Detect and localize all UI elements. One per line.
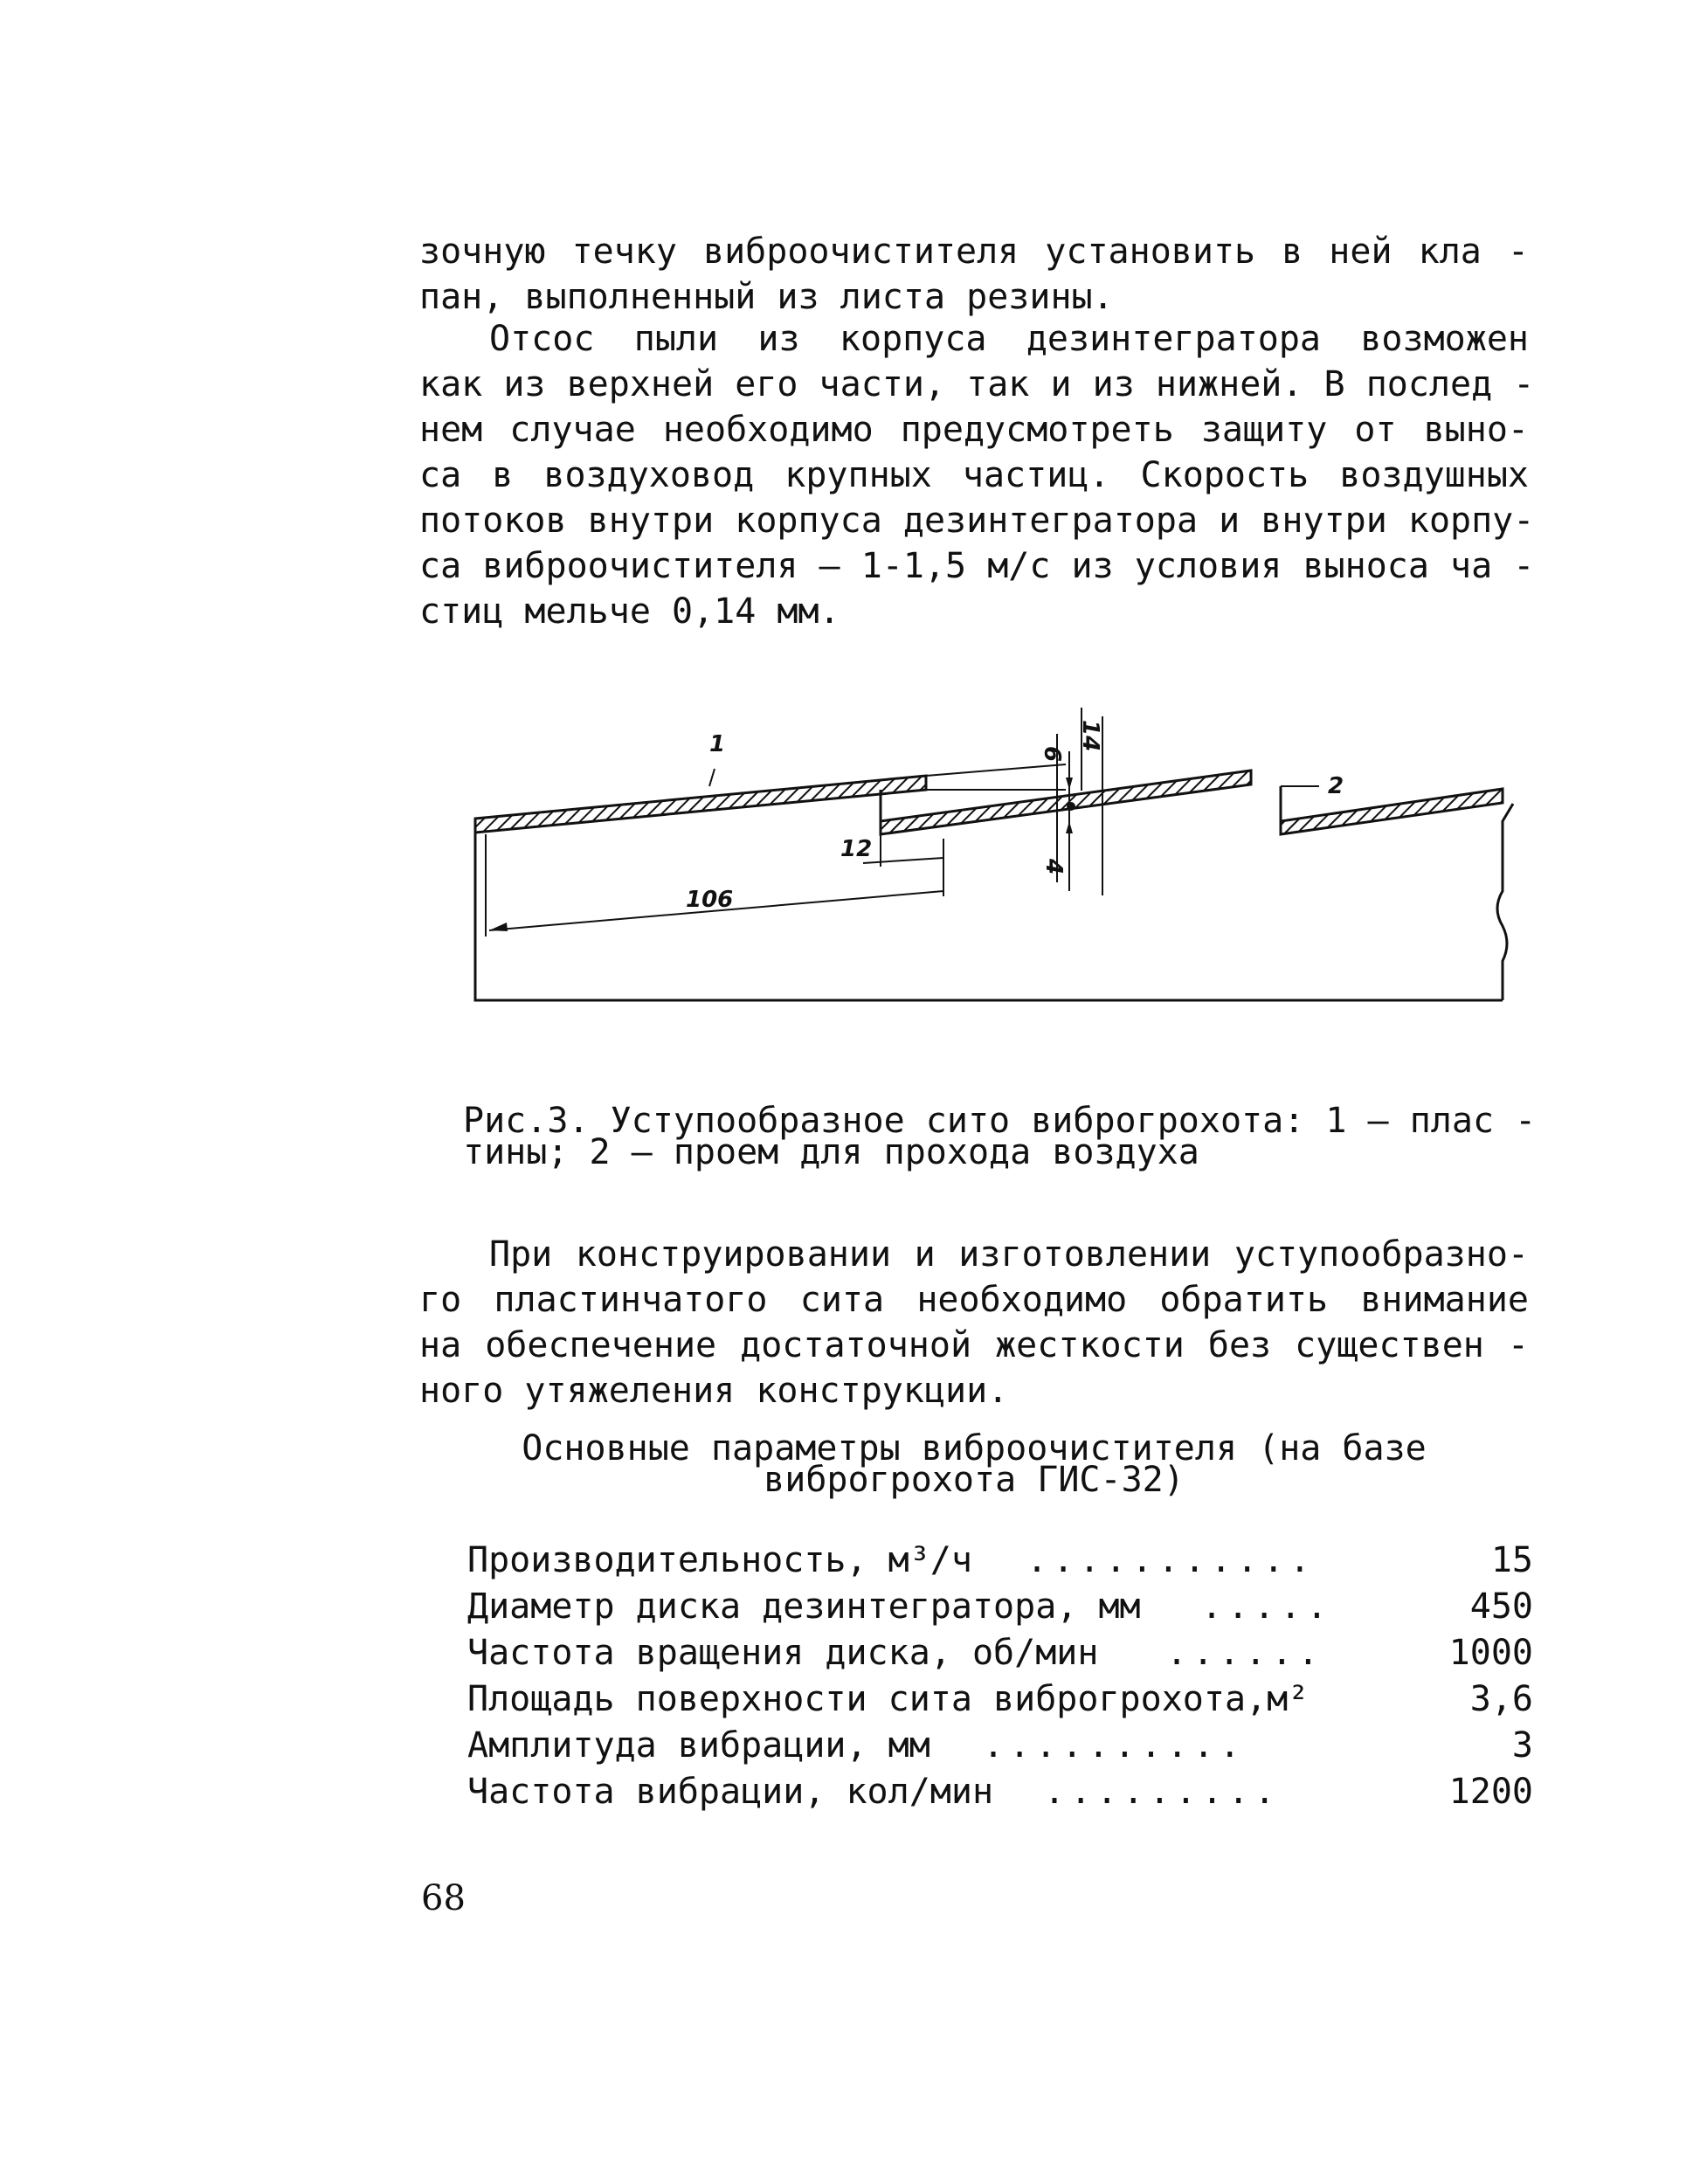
plate-1 [475, 776, 926, 833]
extension-line [926, 764, 1066, 776]
parameter-row [467, 1723, 1533, 1769]
parameter-label: Площадь поверхности сита виброгрохота,м² [467, 1679, 1310, 1719]
arrow-head [489, 923, 508, 931]
text-line: нем случае необходимо предусмотреть защиту от выно- [419, 410, 1529, 450]
text-line: го пластинчатого сита необходимо обратить внимание [419, 1280, 1529, 1320]
parameter-label: Частота вращения диска, об/мин [467, 1633, 1099, 1673]
arrow-head [1066, 778, 1073, 790]
text-line: пан, выполненный из листа резины. [419, 277, 1114, 317]
paragraph-3 [419, 1232, 1529, 1413]
parameter-value: 450 [1469, 1586, 1533, 1627]
leader-dots: .......... [983, 1725, 1246, 1766]
leader-dots: ..... [1201, 1586, 1333, 1627]
text-line: Отсос пыли из корпуса дезинтегратора возможен [489, 319, 1529, 359]
parameter-row [467, 1584, 1533, 1630]
dimension-14: 14 [1077, 720, 1103, 752]
text-line: ного утяжеления конструкции. [419, 1371, 1009, 1411]
paragraph-2 [419, 316, 1535, 634]
paragraph-1 [419, 229, 1529, 320]
text-line: на обеспечение достаточной жесткости без существен - [419, 1325, 1529, 1365]
parameters-list [467, 1538, 1533, 1815]
caption-line: тины; 2 – проем для прохода воздуха [463, 1132, 1199, 1172]
dimension-4: 4 [1040, 859, 1067, 875]
parameter-row [467, 1676, 1533, 1723]
parameter-value: 15 [1490, 1540, 1533, 1580]
parameter-value: 1000 [1448, 1633, 1533, 1673]
text-line: стиц мельче 0,14 мм. [419, 591, 840, 632]
parameter-value: 1200 [1448, 1772, 1533, 1812]
dimension-6: 6 [1039, 746, 1065, 763]
table-title [419, 1428, 1529, 1500]
caption-line: Рис.3. Уступообразное сито виброгрохота: 1 – плас - [463, 1101, 1537, 1141]
plate-right [1281, 789, 1503, 834]
text-line: потоков внутри корпуса дезинтегратора и внутри корпу- [419, 501, 1535, 541]
table-title-line: виброгрохота ГИС-32) [764, 1460, 1185, 1500]
joint-point [1067, 802, 1075, 811]
parameter-row [467, 1630, 1533, 1676]
label-2: 2 [1328, 773, 1344, 799]
dimension-106: 106 [686, 887, 734, 913]
parameter-value: 3,6 [1469, 1679, 1533, 1719]
leader-line [709, 769, 715, 786]
table-title-line: Основные параметры виброочистителя (на базе [522, 1428, 1427, 1469]
leader-dots: ...... [1166, 1633, 1324, 1673]
leader-dots: ........... [1026, 1540, 1316, 1580]
parameter-label: Частота вибрации, кол/мин [467, 1772, 994, 1812]
parameter-row [467, 1538, 1533, 1584]
label-1: 1 [709, 731, 726, 757]
break-line [1497, 804, 1513, 1000]
text-line: зочную течку виброочистителя установить в ней кла - [419, 232, 1529, 272]
page-number: 68 [421, 1878, 466, 1918]
parameter-label: Диаметр диска дезинтегратора, мм [467, 1586, 1141, 1627]
text-line: При конструировании и изготовлении уступообразно- [489, 1234, 1529, 1275]
figure-caption [463, 1101, 1537, 1172]
leader-dots: ......... [1044, 1772, 1281, 1812]
housing-outline [475, 819, 1503, 1000]
text-line: са в воздуховод крупных частиц. Скорость воздушных [419, 455, 1529, 495]
dimension-line [863, 858, 943, 863]
arrow-head [1066, 821, 1073, 833]
parameter-value: 3 [1511, 1725, 1533, 1766]
parameter-label: Амплитуда вибрации, мм [467, 1725, 930, 1766]
plate-middle [881, 771, 1251, 834]
parameter-row [467, 1769, 1533, 1815]
parameter-label: Производительность, м³/ч [467, 1540, 972, 1580]
dimension-12: 12 [840, 836, 873, 862]
text-line: как из верхней его части, так и из нижней. В послед - [419, 364, 1535, 404]
sieve-diagram [454, 699, 1538, 1031]
text-line: са виброочистителя – 1-1,5 м/с из условия выноса ча - [419, 546, 1535, 586]
